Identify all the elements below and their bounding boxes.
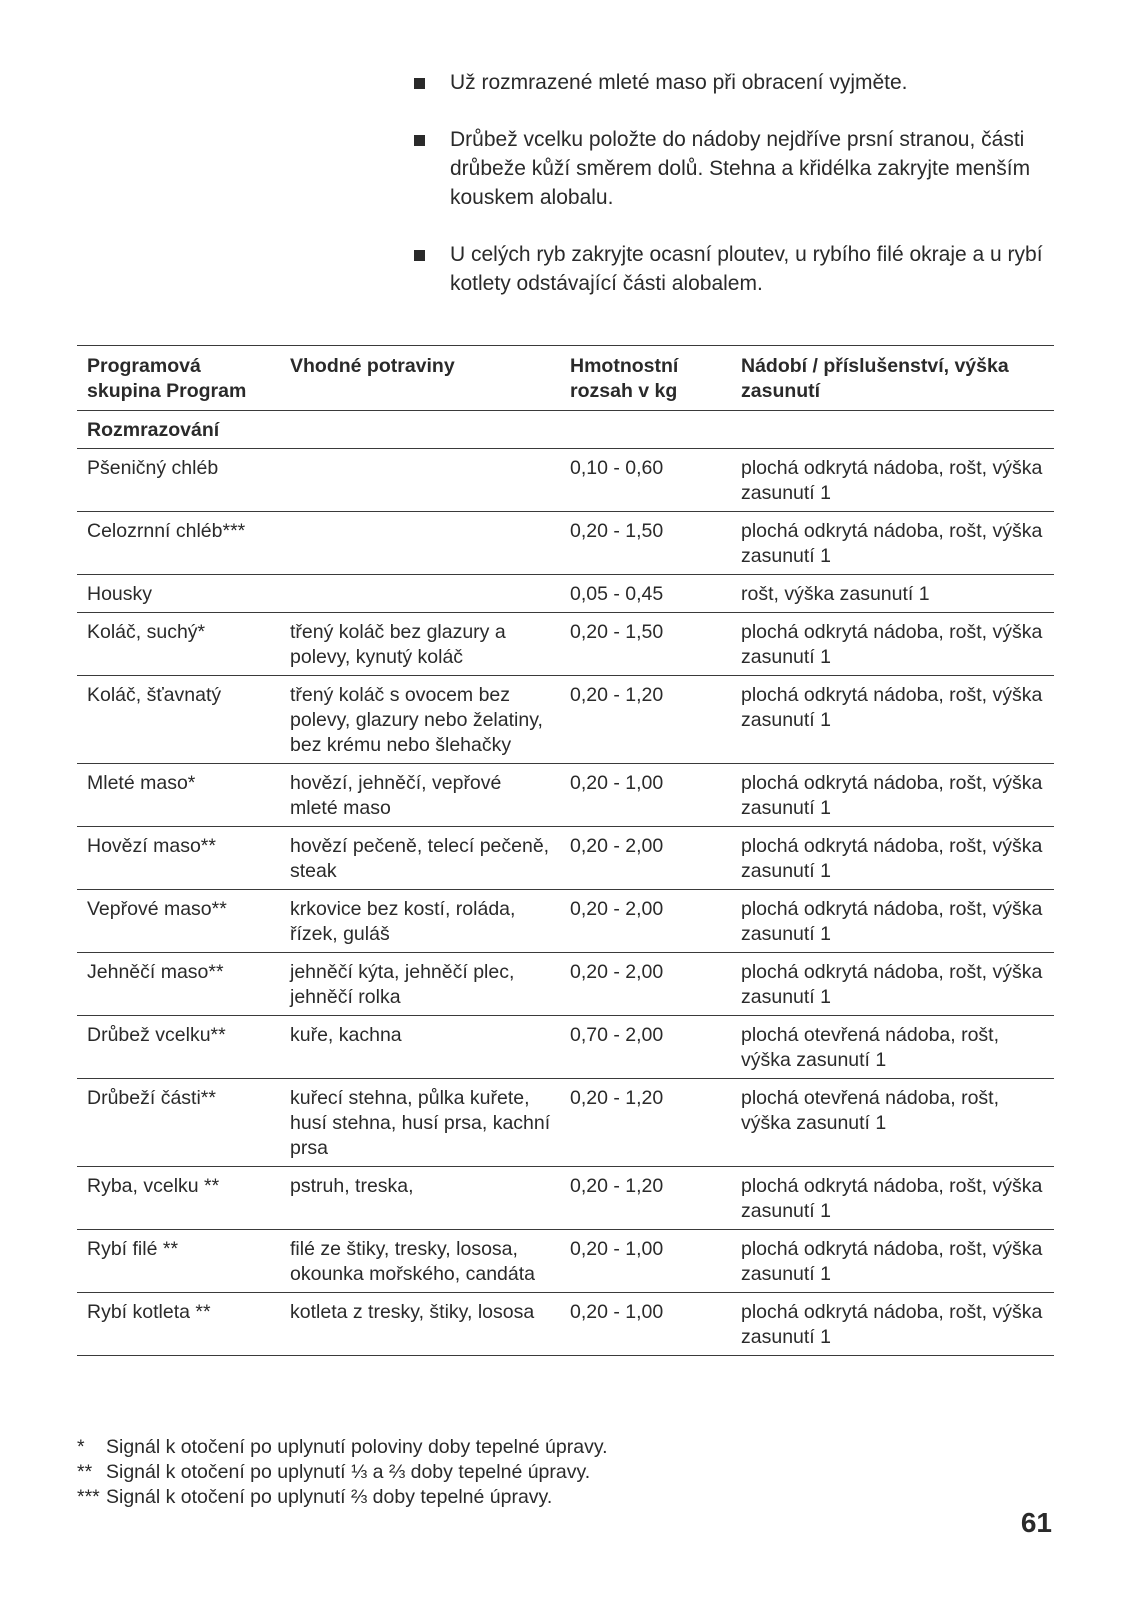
- cell-cookware: plochá odkrytá nádoba, rošt, výška zasunutí 1: [731, 1293, 1054, 1356]
- cell-weight-range: 0,10 - 0,60: [560, 449, 731, 512]
- bullet-square-icon: [414, 250, 425, 261]
- table-row: [77, 1016, 1054, 1079]
- header-suitable-food: Vhodné potraviny: [280, 346, 560, 411]
- instruction-item: [414, 125, 1054, 212]
- footnote-mark: *: [77, 1436, 85, 1458]
- table-row: [77, 1167, 1054, 1230]
- instruction-text: Drůbež vcelku položte do nádoby nejdříve prsní stranou, části drůbeže kůží směrem dolů. Stehna a křidélka zakryjte menším kouskem alobalu.: [450, 128, 1031, 209]
- cell-weight-range: 0,20 - 2,00: [560, 890, 731, 953]
- instruction-text: U celých ryb zakryjte ocasní ploutev, u rybího filé okraje a u rybí kotlety odstávající části alobalem.: [450, 243, 1043, 295]
- footnote-mark: ***: [77, 1486, 100, 1508]
- table-row: [77, 1079, 1054, 1167]
- cell-cookware: plochá otevřená nádoba, rošt, výška zasunutí 1: [731, 1016, 1054, 1079]
- cell-cookware: plochá odkrytá nádoba, rošt, výška zasunutí 1: [731, 1167, 1054, 1230]
- cell-suitable-food: [280, 449, 560, 512]
- cell-suitable-food: jehněčí kýta, jehněčí plec, jehněčí rolka: [280, 953, 560, 1016]
- cell-suitable-food: filé ze štiky, tresky, lososa, okounka mořského, candáta: [280, 1230, 560, 1293]
- cell-suitable-food: třený koláč s ovocem bez polevy, glazury nebo želatiny, bez krému nebo šlehačky: [280, 676, 560, 764]
- cell-suitable-food: kuřecí stehna, půlka kuřete, husí stehna, husí prsa, kachní prsa: [280, 1079, 560, 1167]
- cell-weight-range: 0,20 - 2,00: [560, 953, 731, 1016]
- group-label: Rozmrazování: [77, 411, 1054, 449]
- cell-weight-range: 0,20 - 1,20: [560, 1167, 731, 1230]
- footnote: [77, 1435, 608, 1460]
- cell-program: Hovězí maso**: [77, 827, 280, 890]
- cell-program: Housky: [77, 575, 280, 613]
- cell-program: Vepřové maso**: [77, 890, 280, 953]
- table-row: [77, 1293, 1054, 1356]
- cell-cookware: plochá odkrytá nádoba, rošt, výška zasunutí 1: [731, 676, 1054, 764]
- cell-cookware: rošt, výška zasunutí 1: [731, 575, 1054, 613]
- cell-cookware: plochá odkrytá nádoba, rošt, výška zasunutí 1: [731, 890, 1054, 953]
- header-program-group: Programová skupina Program: [77, 346, 280, 411]
- table-row: [77, 575, 1054, 613]
- cell-suitable-food: hovězí, jehněčí, vepřové mleté maso: [280, 764, 560, 827]
- cell-program: Mleté maso*: [77, 764, 280, 827]
- cell-cookware: plochá odkrytá nádoba, rošt, výška zasunutí 1: [731, 613, 1054, 676]
- instruction-list: [414, 68, 1054, 326]
- cell-weight-range: 0,20 - 1,50: [560, 613, 731, 676]
- cell-cookware: plochá odkrytá nádoba, rošt, výška zasunutí 1: [731, 1230, 1054, 1293]
- table-group-row: [77, 411, 1054, 449]
- table-row: [77, 449, 1054, 512]
- cell-program: Ryba, vcelku **: [77, 1167, 280, 1230]
- cell-weight-range: 0,20 - 1,00: [560, 1230, 731, 1293]
- cell-cookware: plochá otevřená nádoba, rošt, výška zasunutí 1: [731, 1079, 1054, 1167]
- cell-program: Drůbež vcelku**: [77, 1016, 280, 1079]
- header-cookware: Nádobí / příslušenství, výška zasunutí: [731, 346, 1054, 411]
- cell-weight-range: 0,20 - 1,20: [560, 676, 731, 764]
- footnote-text: Signál k otočení po uplynutí ⅓ a ⅔ doby tepelné úpravy.: [106, 1461, 591, 1483]
- cell-cookware: plochá odkrytá nádoba, rošt, výška zasunutí 1: [731, 953, 1054, 1016]
- cell-weight-range: 0,20 - 1,00: [560, 764, 731, 827]
- footnote: [77, 1485, 608, 1510]
- cell-program: Rybí filé **: [77, 1230, 280, 1293]
- cell-suitable-food: třený koláč bez glazury a polevy, kynutý koláč: [280, 613, 560, 676]
- cell-program: Koláč, suchý*: [77, 613, 280, 676]
- cell-cookware: plochá odkrytá nádoba, rošt, výška zasunutí 1: [731, 764, 1054, 827]
- cell-weight-range: 0,70 - 2,00: [560, 1016, 731, 1079]
- cell-suitable-food: hovězí pečeně, telecí pečeně, steak: [280, 827, 560, 890]
- table-row: [77, 676, 1054, 764]
- cell-cookware: plochá odkrytá nádoba, rošt, výška zasunutí 1: [731, 827, 1054, 890]
- cell-suitable-food: [280, 512, 560, 575]
- cell-weight-range: 0,20 - 1,00: [560, 1293, 731, 1356]
- cell-weight-range: 0,20 - 1,20: [560, 1079, 731, 1167]
- footnote-text: Signál k otočení po uplynutí ⅔ doby tepelné úpravy.: [106, 1486, 553, 1508]
- footnote-text: Signál k otočení po uplynutí poloviny doby tepelné úpravy.: [106, 1436, 608, 1458]
- bullet-square-icon: [414, 78, 425, 89]
- cell-weight-range: 0,20 - 2,00: [560, 827, 731, 890]
- cell-program: Pšeničný chléb: [77, 449, 280, 512]
- table-row: [77, 613, 1054, 676]
- cell-suitable-food: kotleta z tresky, štiky, lososa: [280, 1293, 560, 1356]
- table-row: [77, 764, 1054, 827]
- table-row: [77, 512, 1054, 575]
- defrost-program-table: [77, 345, 1054, 1356]
- cell-suitable-food: kuře, kachna: [280, 1016, 560, 1079]
- cell-cookware: plochá odkrytá nádoba, rošt, výška zasunutí 1: [731, 512, 1054, 575]
- cell-program: Celozrnní chléb***: [77, 512, 280, 575]
- cell-program: Jehněčí maso**: [77, 953, 280, 1016]
- table-header-row: [77, 346, 1054, 411]
- cell-weight-range: 0,05 - 0,45: [560, 575, 731, 613]
- footnotes: [77, 1435, 608, 1510]
- instruction-item: [414, 240, 1054, 298]
- cell-suitable-food: krkovice bez kostí, roláda, řízek, guláš: [280, 890, 560, 953]
- cell-program: Drůbeží části**: [77, 1079, 280, 1167]
- footnote: [77, 1460, 608, 1485]
- table-row: [77, 953, 1054, 1016]
- table-row: [77, 890, 1054, 953]
- cell-program: Koláč, šťavnatý: [77, 676, 280, 764]
- instruction-text: Už rozmrazené mleté maso při obracení vyjměte.: [450, 71, 908, 94]
- cell-program: Rybí kotleta **: [77, 1293, 280, 1356]
- cell-weight-range: 0,20 - 1,50: [560, 512, 731, 575]
- footnote-mark: **: [77, 1461, 93, 1483]
- header-weight-range: Hmotnostní rozsah v kg: [560, 346, 731, 411]
- cell-cookware: plochá odkrytá nádoba, rošt, výška zasunutí 1: [731, 449, 1054, 512]
- cell-suitable-food: pstruh, treska,: [280, 1167, 560, 1230]
- table-row: [77, 1230, 1054, 1293]
- page-number: 61: [1020, 1507, 1052, 1538]
- cell-suitable-food: [280, 575, 560, 613]
- table-row: [77, 827, 1054, 890]
- bullet-square-icon: [414, 135, 425, 146]
- instruction-item: [414, 68, 1054, 97]
